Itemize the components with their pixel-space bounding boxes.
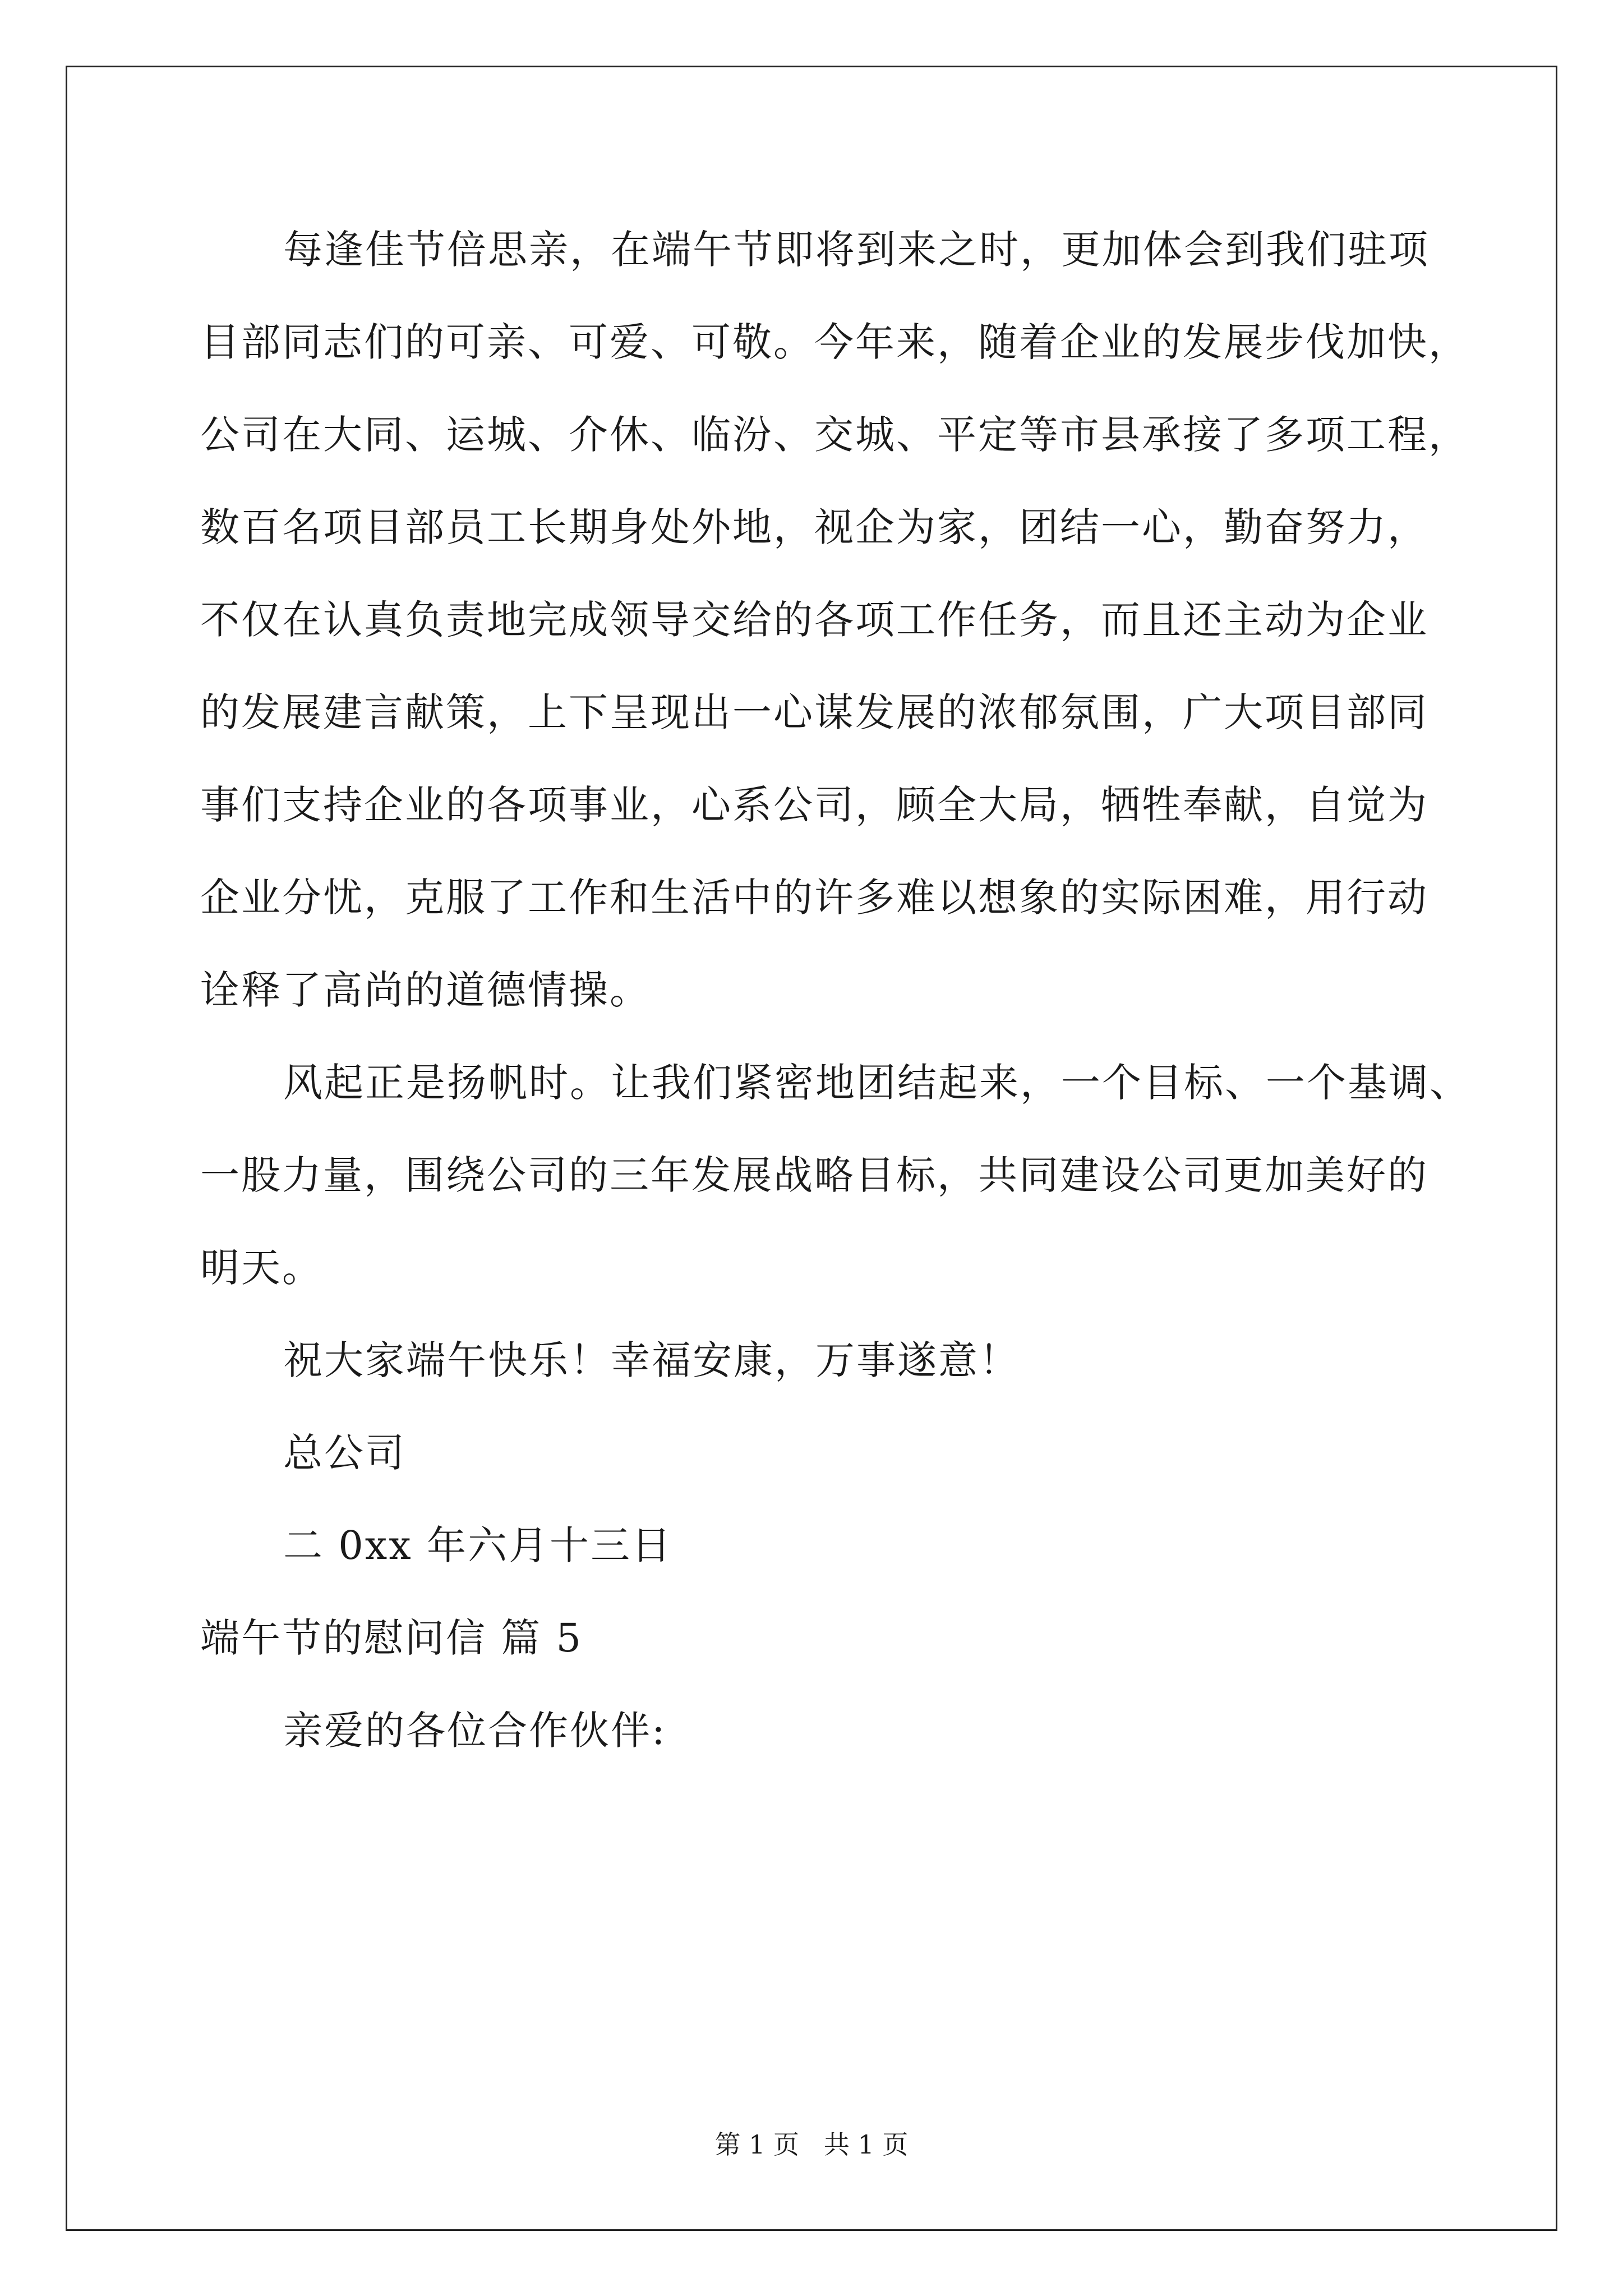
greeting-line: 祝大家端午快乐！幸福安康，万事遂意！ (283, 1337, 1020, 1383)
paragraph-line: 的发展建言献策，上下呈现出一心谋发展的浓郁氛围，广大项目部同 (200, 689, 1428, 735)
paragraph-line: 公司在大同、运城、介休、临汾、交城、平定等市县承接了多项工程， (200, 412, 1469, 458)
paragraph-line: 数百名项目部员工长期身处外地，视企为家，团结一心，勤奋努力， (200, 504, 1428, 550)
page-footer: 第 1 页 共 1 页 (714, 2129, 909, 2160)
signature-date: 二 0xx 年六月十三日 (283, 1522, 672, 1568)
paragraph-line: 一股力量，围绕公司的三年发展战略目标，共同建设公司更加美好的 (200, 1152, 1428, 1198)
paragraph-line: 每逢佳节倍思亲，在端午节即将到来之时，更加体会到我们驻项 (283, 227, 1430, 273)
salutation-line: 亲爱的各位合作伙伴: (283, 1708, 667, 1754)
paragraph-line: 不仅在认真负责地完成领导交给的各项工作任务，而且还主动为企业 (200, 597, 1428, 643)
paragraph-line: 目部同志们的可亲、可爱、可敬。今年来，随着企业的发展步伐加快， (200, 319, 1469, 365)
paragraph-line: 企业分忧，克服了工作和生活中的许多难以想象的实际困难，用行动 (200, 875, 1428, 921)
paragraph-line: 风起正是扬帆时。让我们紧密地团结起来，一个目标、一个基调、 (283, 1060, 1470, 1106)
paragraph-line: 事们支持企业的各项事业，心系公司，顾全大局，牺牲奉献，自觉为 (200, 782, 1428, 828)
signature-org: 总公司 (283, 1430, 406, 1476)
paragraph-line: 明天。 (200, 1245, 323, 1291)
section-heading: 端午节的慰问信 篇 5 (200, 1615, 583, 1661)
paragraph-line: 诠释了高尚的道德情操。 (200, 967, 651, 1013)
